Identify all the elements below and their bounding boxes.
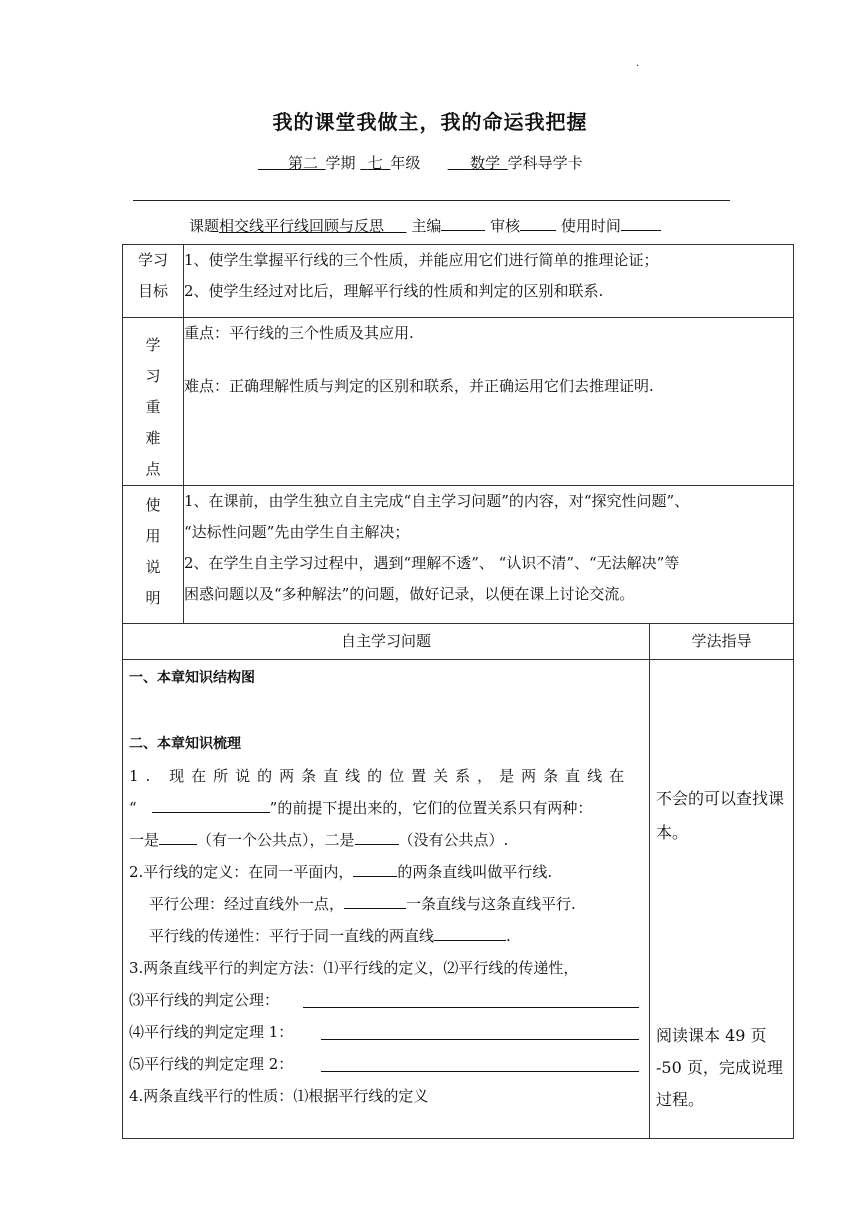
objective-item: 2、使学生经过对比后，理解平行线的性质和判定的区别和联系. — [184, 282, 604, 300]
usage-line: 1、在课前，由学生独立自主完成“自主学习问题”的内容，对“探究性问题”、 — [184, 492, 690, 510]
q1-line-c: 一是 （有一个公共点），二是 （没有公共点）. — [129, 824, 643, 856]
blank-field — [303, 991, 639, 1008]
q3-line-d: ⑸平行线的判定定理 2： — [129, 1048, 643, 1080]
header-divider — [133, 200, 730, 201]
blank-field — [434, 924, 506, 941]
topic-line — [189, 215, 661, 236]
guidance-tip-2: 阅读课本 49 页 -50 页，完成说理过程。 — [656, 1026, 783, 1109]
blank-field — [159, 828, 197, 845]
usage-line: 2、在学生自主学习过程中，遇到“理解不透”、 “认识不清”、“无法解决”等 — [184, 554, 680, 572]
key-points-label: 学习重难点 — [123, 318, 184, 486]
study-table — [122, 244, 794, 1139]
guidance-content — [650, 660, 794, 1139]
subject-label: 学科导学卡 — [507, 154, 583, 172]
focus-text: 重点：平行线的三个性质及其应用. — [184, 324, 414, 342]
section-structure-heading: 一、本章知识结构图 — [129, 670, 255, 686]
topic-value: 相交线平行线回顾与反思 — [219, 217, 385, 235]
time-blank — [621, 216, 661, 231]
blank-field — [152, 796, 270, 813]
column-header-row — [123, 624, 794, 660]
q3-line-a: 3.两条直线平行的判定方法：⑴平行线的定义，⑵平行线的传递性， — [129, 959, 579, 977]
page-title: 我的课堂我做主，我的命运我把握 — [272, 110, 588, 134]
blank-field — [344, 892, 406, 909]
blank-field — [355, 828, 399, 845]
content-row — [123, 660, 794, 1139]
grade-value: 七 — [367, 154, 383, 172]
usage-line: “达标性问题”先由学生自主解决； — [184, 523, 410, 541]
key-points-content — [184, 318, 794, 486]
blank-field — [321, 1023, 639, 1040]
usage-label: 使用说明 — [123, 486, 184, 624]
time-label: 使用时间 — [560, 217, 621, 235]
self-study-header: 自主学习问题 — [123, 624, 650, 660]
q1-line-a: 1. 现在所说的两条直线的位置关系，是两条直线在 — [129, 767, 632, 785]
corner-dot: . — [636, 58, 640, 69]
usage-content — [184, 486, 794, 624]
objectives-label: 学习目标 — [123, 245, 184, 318]
q2-line-a: 2.平行线的定义：在同一平面内， 的两条直线叫做平行线. — [129, 856, 643, 888]
editor-blank — [441, 216, 485, 231]
editor-label: 主编 — [411, 217, 442, 235]
section-review-heading: 二、本章知识梳理 — [129, 736, 241, 752]
usage-row — [123, 486, 794, 624]
q4-line: 4.两条直线平行的性质：⑴根据平行线的定义 — [129, 1087, 429, 1105]
objective-item: 1、使学生掌握平行线的三个性质，并能应用它们进行简单的推理论证； — [184, 251, 659, 269]
structure-space — [129, 694, 643, 728]
objectives-content — [184, 245, 794, 318]
key-points-row — [123, 318, 794, 486]
course-line — [258, 152, 583, 173]
q1-line-b: “ ”的前提下提出来的，它们的位置关系只有两种： — [129, 792, 643, 824]
reviewer-blank — [520, 216, 556, 231]
blank-field — [353, 860, 397, 877]
q2-line-c: 平行线的传递性：平行于同一直线的两直线 . — [129, 920, 643, 952]
topic-label: 课题 — [189, 217, 220, 235]
guidance-tip-1: 不会的可以查找课本。 — [656, 789, 785, 842]
self-study-content — [123, 660, 650, 1139]
subject-value: 数学 — [470, 154, 501, 172]
objectives-row — [123, 245, 794, 318]
guidance-header: 学法指导 — [650, 624, 794, 660]
difficulty-text: 难点：正确理解性质与判定的区别和联系，并正确运用它们去推理证明. — [184, 377, 654, 395]
q2-line-b: 平行公理：经过直线外一点， 一条直线与这条直线平行. — [129, 888, 643, 920]
q3-line-c: ⑷平行线的判定定理 1： — [129, 1016, 643, 1048]
blank-field — [321, 1055, 639, 1072]
semester-value: 第二 — [288, 154, 319, 172]
reviewer-label: 审核 — [490, 217, 521, 235]
grade-label: 年级 — [390, 154, 421, 172]
semester-label: 学期 — [325, 154, 356, 172]
usage-line: 困惑问题以及“多种解法”的问题，做好记录，以便在课上讨论交流。 — [184, 585, 635, 603]
q3-line-b: ⑶平行线的判定公理： — [129, 984, 643, 1016]
